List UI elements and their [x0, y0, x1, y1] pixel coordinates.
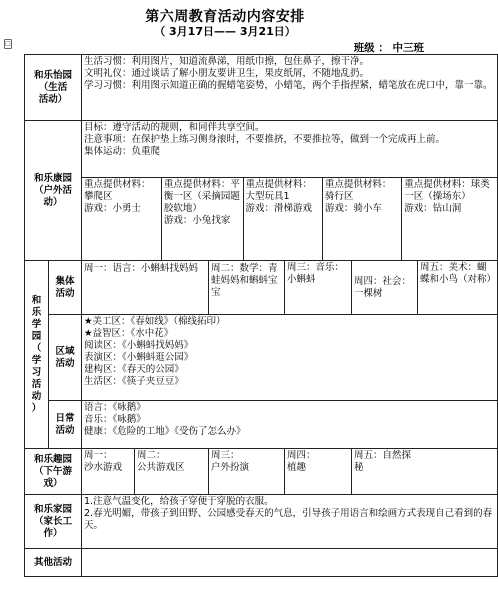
- play-row: [25, 449, 498, 495]
- material-cell: 重点提供材料：大型玩具1 游戏：滑梯游戏: [243, 178, 322, 260]
- daily-line: 健康：《危险的工地》《受伤了怎么办》: [84, 426, 246, 437]
- area-line: ★美工区：《春如线》（棉线拓印）: [84, 316, 226, 327]
- area-line: 阅读区：《小蝌蚪找妈妈》: [84, 340, 194, 351]
- other-label: 其他活动: [25, 549, 82, 577]
- play-day-4: 周四： 植趣: [285, 449, 352, 495]
- group-day-1: 周一：语言：小蝌蚪找妈妈: [82, 261, 209, 315]
- play-day-3: 周三： 户外扮演: [209, 449, 285, 495]
- material-cell: 重点提供材料：平衡一区（采摘园题胶软地） 游戏：小兔找家: [161, 178, 243, 260]
- page-marker-icon: □: [5, 40, 11, 47]
- daily-line: 语言：《咏鹅》: [84, 402, 146, 413]
- family-line: 1.注意气温变化，给孩子穿便于穿脱的衣服。: [84, 496, 274, 507]
- date-range: （ 3月17日—— 3月21日）: [154, 25, 296, 38]
- page-title: 第六周教育活动内容安排: [145, 9, 305, 25]
- family-content: [82, 495, 498, 549]
- area-line: 建构区：《春天的公园》: [84, 364, 184, 375]
- health-row: [25, 55, 498, 121]
- family-line: 2.春光明媚，带孩子到田野、公园感受春天的气息，引导孩子用语言和绘画方式表现自己看到的春天。: [84, 508, 493, 531]
- play-day-5: 周五：自然探 秘: [352, 449, 498, 495]
- area-line: ★益智区：《水中花》: [84, 328, 174, 339]
- outdoor-line: 集体运动：负重爬: [84, 146, 161, 157]
- material-cell: 重点提供材料：攀爬区 游戏：小勇士: [84, 179, 151, 214]
- group-day-4: 周四：社会：一棵树: [352, 261, 418, 315]
- health-line: 生活习惯：利用图片，知道流鼻涕，用纸巾擦，包住鼻子，擦干净。: [84, 56, 370, 67]
- health-content: [82, 55, 498, 121]
- play-day-2: 周二： 公共游戏区: [135, 449, 209, 495]
- family-label: 和乐家园 （家长工 作）: [25, 495, 82, 549]
- family-row: [25, 495, 498, 549]
- area-line: 表演区：《小蝌蚪逛公园》: [84, 352, 194, 363]
- material-cell: 重点提供材料：球类一区（操场东） 游戏：钻山洞: [402, 178, 497, 260]
- group-activity-row: [25, 261, 498, 315]
- area-activity-label: 区域 活动: [49, 315, 82, 401]
- area-activity-content: [82, 315, 498, 401]
- group-day-5: 周五：美术：蝴蝶和小鸟（对称）: [418, 261, 498, 315]
- daily-activity-label: 日常 活动: [49, 401, 82, 449]
- daily-line: 音乐：《咏鹅》: [84, 414, 146, 425]
- outdoor-line: 目标：遵守活动的规则，和同伴共享空间。: [84, 122, 265, 133]
- play-day-1: 周一： 沙水游戏: [82, 449, 135, 495]
- health-line: 学习习惯：利用图示知道正确的握蜡笔姿势，小蜡笔，两个手指捏紧，蜡笔放在虎口中，靠一靠。: [84, 80, 493, 91]
- material-cell: 重点提供材料：骑行区 游戏：骑小车: [322, 178, 401, 260]
- other-content: [82, 549, 498, 577]
- outdoor-materials: [82, 178, 498, 261]
- outdoor-line: 注意事项：在保护垫上练习侧身滚时，不要推挤，不要推拉等，做到一个完成再上前。: [84, 134, 446, 145]
- health-line: 文明礼仪：通过谈话了解小朋友要讲卫生，果皮纸屑，不随地乱扔。: [84, 68, 370, 79]
- schedule-table: [24, 54, 498, 577]
- outdoor-row: [25, 121, 498, 178]
- class-label: 班级 ： 中三班: [353, 42, 424, 54]
- outdoor-materials-row: [25, 178, 498, 261]
- area-activity-row: [25, 315, 498, 401]
- outdoor-content: [82, 121, 498, 178]
- daily-activity-row: [25, 401, 498, 449]
- learning-label: 和 乐 学 园 （ 学 习 活 动 ）: [25, 261, 49, 449]
- play-label: 和乐趣园 （下午游 戏）: [25, 449, 82, 495]
- group-day-3: 周三：音乐：小蝌蚪: [285, 261, 352, 315]
- area-line: 生活区：《筷子夹豆豆》: [84, 376, 184, 387]
- group-activity-label: 集体 活动: [49, 261, 82, 315]
- other-row: [25, 549, 498, 577]
- group-day-2: 周二：数学：青蛙妈妈和蝌蚪宝宝: [209, 261, 285, 315]
- daily-activity-content: [82, 401, 498, 449]
- health-label: 和乐怡园 （生活 活动）: [25, 55, 82, 121]
- outdoor-label: 和乐康园 （户外活 动）: [25, 121, 82, 261]
